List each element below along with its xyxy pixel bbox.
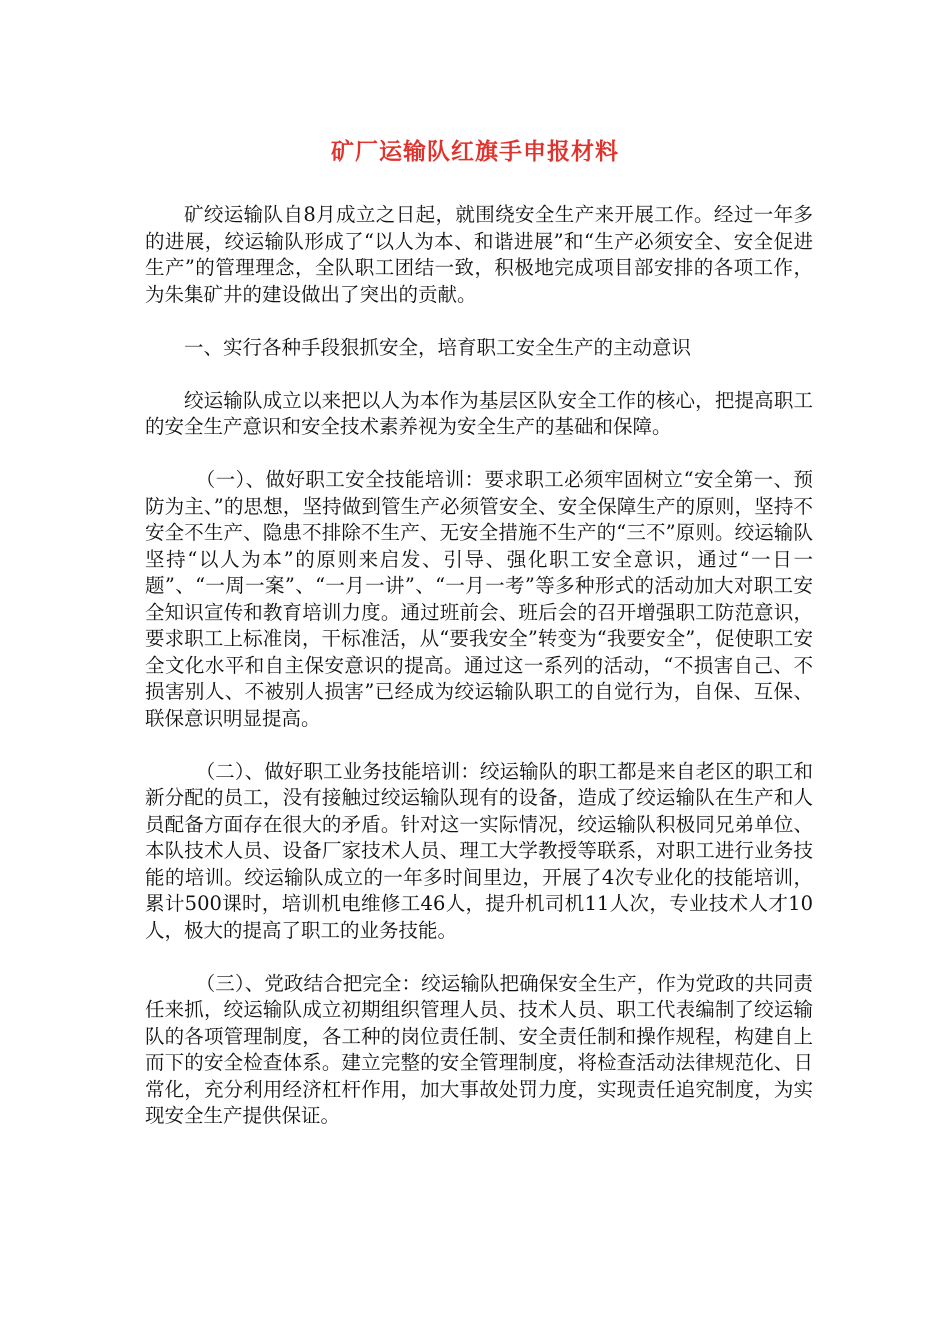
section-1-intro-paragraph: 绞运输队成立以来把以人为本作为基层区队安全工作的核心，把提高职工的安全生产意识和安全技术素养视为安全生产的基础和保障。 [145, 388, 813, 438]
item-1-paragraph: （一）、做好职工安全技能培训：要求职工必须牢固树立“安全第一、预防为主、”的思想，坚持做到管生产必须管安全、安全保障生产的原则，坚持不安全不生产、隐患不排除不生产、无安全措施不生产的“三不”原则。绞运输队坚持“以人为本”的原则来启发、引导、强化职工安全意识，通过“一日一题”、“一周一案”、“一月一讲”、“一月一考”等多种形式的活动加大对职工安全知识宣传和教育培训力度。通过班前会、班后会的召开增强职工防范意识，要求职工上标准岗，干标准活，从“要我安全”转变为“我要安全”，促使职工安全文化水平和自主保安意识的提高。通过这一系列的活动，“不损害自己、不损害别人、不被别人损害”已经成为绞运输队职工的自觉行为，自保、互保、联保意识明显提高。 [145, 468, 813, 730]
intro-paragraph: 矿绞运输队自8月成立之日起，就围绕安全生产来开展工作。经过一年多的进展，绞运输队形成了“以人为本、和谐进展”和“生产必须安全、安全促进生产”的管理理念，全队职工团结一致，积极地完成项目部安排的各项工作，为朱集矿井的建设做出了突出的贡献。 [145, 203, 813, 306]
document-body [145, 202, 813, 1156]
item-3-paragraph: （三）、党政结合把完全：绞运输队把确保安全生产，作为党政的共同责任来抓，绞运输队成立初期组织管理人员、技术人员、职工代表编制了绞运输队的各项管理制度，各工种的岗位责任制、安全责任制和操作规程，构建自上而下的安全检查体系。建立完整的安全管理制度，将检查活动法律规范化、日常化，充分利用经济杠杆作用，加大事故处罚力度，实现责任追究制度，为实现安全生产提供保证。 [145, 971, 813, 1127]
document-title: 矿厂运输队红旗手申报材料 [331, 139, 619, 165]
item-2-paragraph: （二）、做好职工业务技能培训：绞运输队的职工都是来自老区的职工和新分配的员工，没有接触过绞运输队现有的设备，造成了绞运输队在生产和人员配备方面存在很大的矛盾。针对这一实际情况，绞运输队积极同兄弟单位、本队技术人员、设备厂家技术人员、理工大学教授等联系，对职工进行业务技能的培训。绞运输队成立的一年多时间里边，开展了4次专业化的技能培训，累计500课时，培训机电维修工46人，提升机司机11人次，专业技术人才10人，极大的提高了职工的业务技能。 [145, 759, 813, 942]
section-1-heading: 一、实行各种手段狠抓安全，培育职工安全生产的主动意识 [184, 335, 692, 359]
